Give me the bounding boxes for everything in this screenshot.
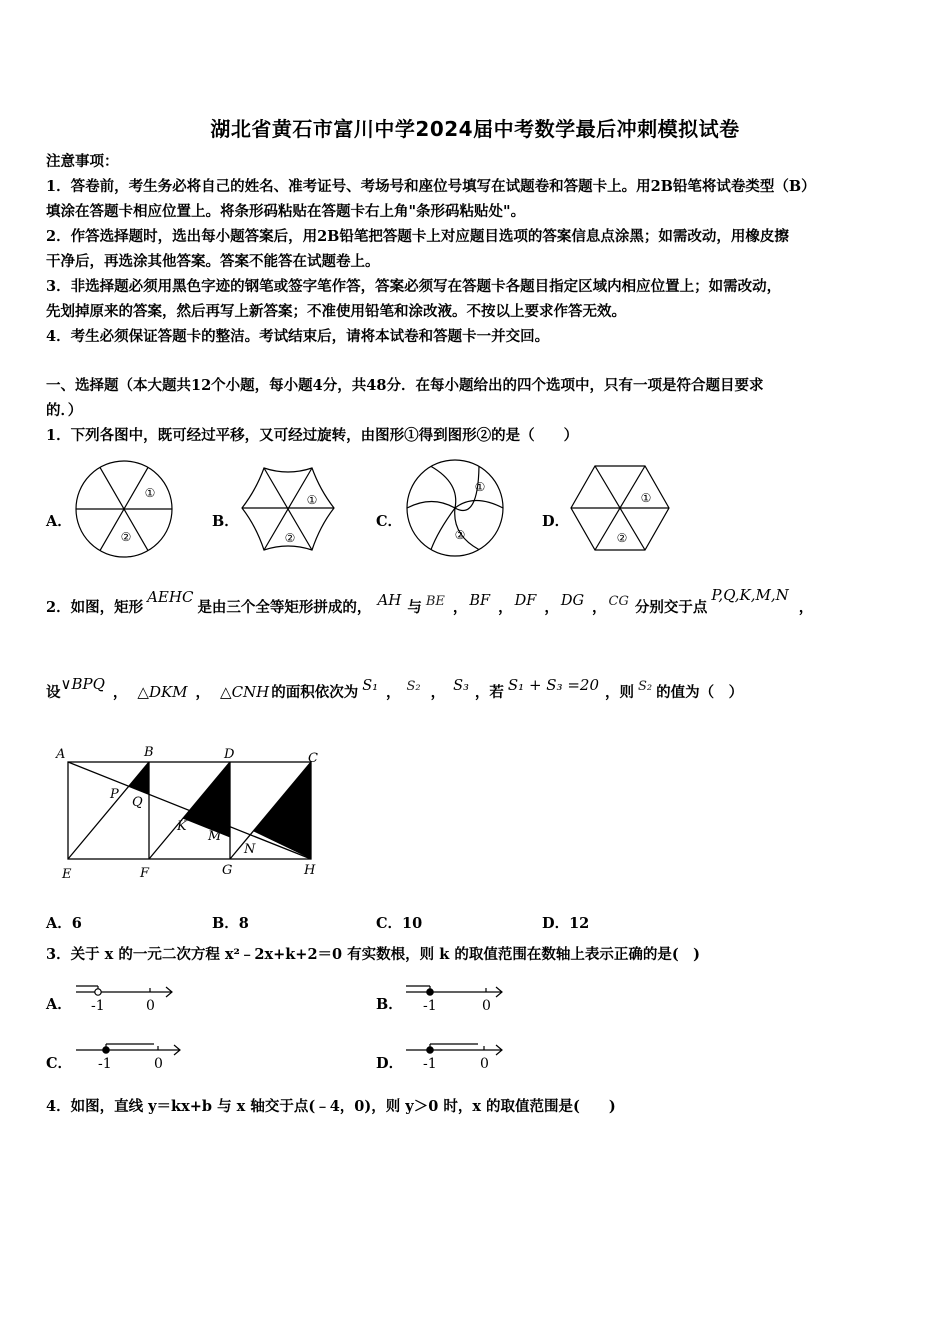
q2-option-c: C．10 [376,915,423,932]
svg-text:-1: -1 [423,998,437,1014]
svg-text:0: 0 [480,1056,489,1072]
section-heading: 一、选择题（本大题共12个小题，每小题4分，共48分．在每小题给出的四个选项中，只有一项是符合题目要求 [46,377,764,394]
q1-figure-c [402,455,508,561]
notice-heading: 注意事项： [46,153,119,170]
svg-text:-1: -1 [98,1056,112,1072]
q1-figure-a [70,455,178,563]
notice-line: 先划掉原来的答案，然后再写上新答案；不准使用铅笔和涂改液。不按以上要求作答无效。 [46,303,626,320]
mark-1: ① [306,493,318,507]
q1-option-b-label: B． [212,513,239,530]
q1-option-a-label: A． [46,513,72,530]
q2-figure [50,740,330,885]
fig-label: N [244,842,256,857]
question-2-stem-line1: 2．如图，矩形AEHC是由三个全等矩形拼成的， AH 与 BE ， BF ， DF ， DG ， CG 分别交于点P,Q,K,M,N， [46,586,814,616]
q1-option-d-label: D． [542,513,570,530]
q2-option-d: D．12 [542,915,590,932]
fig-label: A [56,747,66,762]
question-4-stem: 4．如图，直线 y＝kx+b 与 x 轴交于点(﹣4，0)，则 y＞0 时，x 的取值范围是( ) [46,1098,616,1115]
fig-label: K [177,819,187,834]
svg-text:0: 0 [482,998,491,1014]
fig-label: Q [132,795,143,810]
svg-text:0: 0 [154,1056,163,1072]
notice-line: 干净后，再选涂其他答案。答案不能答在试题卷上。 [46,253,380,270]
fig-label: F [140,866,150,881]
q3-numberline-d [402,1036,512,1072]
page-title: 湖北省黄石市富川中学2024届中考数学最后冲刺模拟试卷 [210,117,740,141]
q3-option-b-label: B． [376,996,403,1013]
q3-option-c-label: C． [46,1055,73,1072]
fig-label: B [144,745,154,760]
notice-line: 1．答卷前，考生务必将自己的姓名、准考证号、考场号和座位号填写在试题卷和答题卡上。用2B铅笔将试卷类型（B） [46,178,816,195]
notice-line: 2．作答选择题时，选出每小题答案后，用2B铅笔把答题卡上对应题目选项的答案信息点涂黑；如需改动，用橡皮擦 [46,228,789,245]
fig-label: D [224,747,235,762]
fig-label: H [304,863,316,878]
notice-line: 填涂在答题卡相应位置上。将条形码粘贴在答题卡右上角"条形码粘贴处"。 [46,203,526,220]
question-1-stem: 1．下列各图中，既可经过平移，又可经过旋转，由图形①得到图形②的是（ ） [46,427,579,444]
q1-figure-d [568,462,672,558]
section-heading-cont: 的．） [46,402,83,419]
q3-option-a-label: A． [46,996,72,1013]
mark-1: ① [474,480,486,494]
q2-option-b: B．8 [212,915,249,932]
mark-1: ① [640,491,652,505]
fig-label: P [110,787,119,802]
fig-label: C [308,751,318,766]
mark-2: ② [454,528,466,542]
svg-text:-1: -1 [91,998,105,1014]
q1-figure-b [236,460,340,560]
q2-option-a: A．6 [46,915,82,932]
mark-2: ② [120,530,132,544]
mark-1: ① [144,486,156,500]
mark-2: ② [284,531,296,545]
question-2-stem-line2: 设∨BPQ ， △DKM ， △CNH 的面积依次为 S₁ ， S₂ ， S₃ ，若 S₁ + S₃ =20 ，则 S₂ 的值为（ ） [46,675,744,701]
fig-label: G [222,863,233,878]
question-3-stem: 3．关于 x 的一元二次方程 x²﹣2x+k+2＝0 有实数根，则 k 的取值范围在数轴上表示正确的是( ) [46,946,701,963]
notice-line: 4．考生必须保证答题卡的整洁。考试结束后，请将本试卷和答题卡一并交回。 [46,328,550,345]
q3-numberline-c [72,1036,188,1072]
mark-2: ② [616,531,628,545]
svg-text:-1: -1 [423,1056,437,1072]
svg-text:0: 0 [146,998,155,1014]
q1-option-c-label: C． [376,513,403,530]
notice-line: 3．非选择题必须用黑色字迹的钢笔或签字笔作答，答案必须写在答题卡各题目指定区域内相应位置上；如需改动， [46,278,782,295]
fig-label: M [208,829,222,844]
fig-label: E [62,867,72,882]
q3-numberline-b [402,978,512,1014]
q3-numberline-a [72,978,182,1014]
q3-option-d-label: D． [376,1055,404,1072]
